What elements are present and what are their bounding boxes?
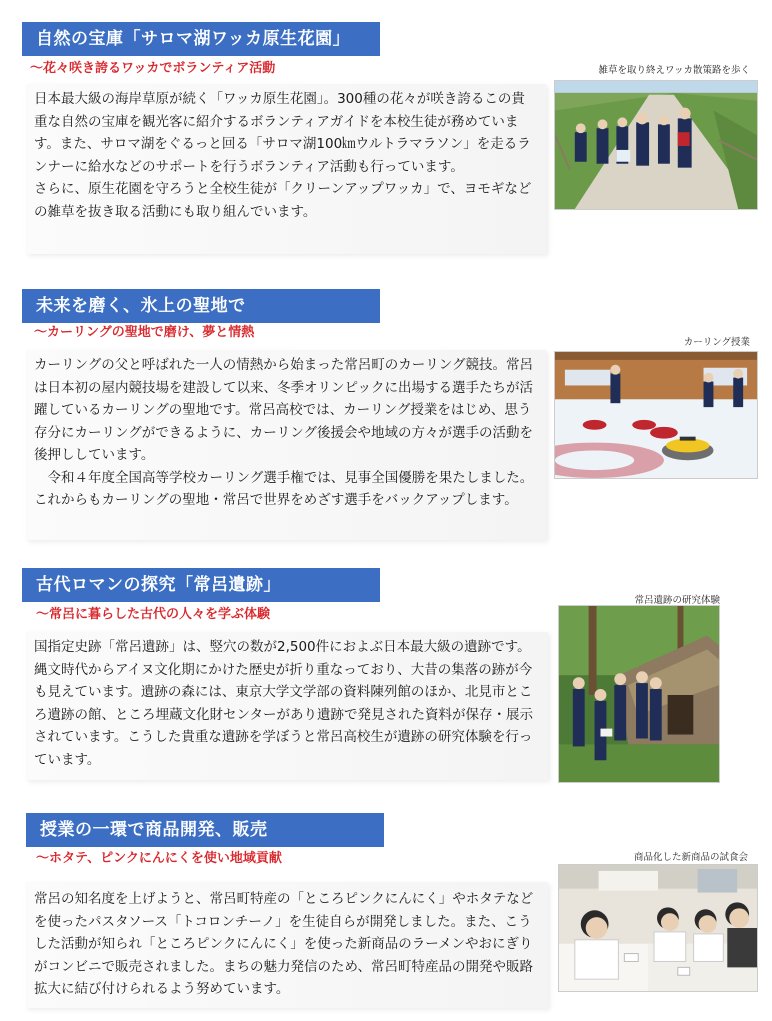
paragraph: 日本最大級の海岸草原が続く「ワッカ原生花園」。300種の花々が咲き誇るこの貴重な自然の宝庫を観光客に紹介するボランティアガイドを本校生徒が務めています。また、サロマ湖をぐるっと回る「サロマ湖100㎞ウルトラマラソン」を走るランナーに給水などのサポートを行うボランティア活動も行っています。	[34, 91, 531, 175]
section-title: 古代ロマンの探究「常呂遺跡」	[22, 568, 380, 602]
section-body	[26, 84, 546, 254]
photo-caption: 常呂遺跡の研究体験	[634, 595, 720, 606]
paragraph: さらに、原生花園を守ろうと全校生徒が「クリーンアップワッカ」で、ヨモギなどの雑草を抜き取る活動にも取り組んでいます。	[34, 181, 532, 220]
photo-caption: 雑草を取り終えワッカ散策路を歩く	[598, 65, 750, 76]
section-title: 授業の一環で商品開発、販売	[26, 813, 384, 847]
photo-caption: 商品化した新商品の試食会	[633, 852, 748, 863]
walking-path-photo	[554, 80, 758, 210]
curling-class-photo	[554, 351, 758, 479]
section-subtitle: ～常呂に暮らした古代の人々を学ぶ体験	[36, 607, 271, 622]
photo-caption: カーリング授業	[683, 337, 750, 348]
paragraph: 常呂の知名度を上げようと、常呂町特産の「ところピンクにんにく」やホタテなどを使ったパスタソース「トコロンチーノ」を生徒自らが開発しました。また、こうした活動が知られ「ところピンクにんにく」を使った新商品のラーメンやおにぎりがコンビニで販売されました。まちの魅力発信のため、常呂町特産品の開発や販路拡大に結び付けられるよう努めています。	[34, 891, 534, 997]
paragraph: 国指定史跡「常呂遺跡」は、竪穴の数が2,500件におよぶ日本最大級の遺跡です。縄文時代からアイヌ文化期にかけた歴史が折り重なっており、大昔の集落の跡が今も見えています。遺跡の森には、東京大学文学部の資料陳列館のほか、北見市ところ遺跡の館、ところ埋蔵文化財センターがあり遺跡で発見された資料が保存・展示されています。こうした貴重な遺跡を学ぼうと常呂高校生が遺跡の研究体験を行っています。	[34, 639, 533, 768]
section-body	[26, 350, 546, 540]
section-body	[26, 632, 548, 780]
section-body	[26, 882, 548, 1008]
section-subtitle: ～カーリングの聖地で磨け、夢と情熱	[34, 325, 255, 340]
section-subtitle: ～ホタテ、ピンクにんにくを使い地域貢献	[36, 851, 282, 866]
ruins-study-photo	[558, 605, 720, 783]
paragraph: 令和４年度全国高等学校カーリング選手権では、見事全国優勝を果たしました。これからもカーリングの聖地・常呂で世界をめざす選手をバックアップします。	[34, 469, 534, 508]
tasting-event-photo	[558, 864, 758, 992]
section-title: 未来を磨く、氷上の聖地で	[22, 289, 380, 323]
section-subtitle: ～花々咲き誇るワッカでボランティア活動	[30, 61, 276, 76]
section-title: 自然の宝庫「サロマ湖ワッカ原生花園」	[22, 22, 380, 56]
paragraph: カーリングの父と呼ばれた一人の情熱から始まった常呂町のカーリング競技。常呂は日本初の屋内競技場を建設して以来、冬季オリンピックに出場する選手たちが活躍しているカーリングの聖地です。常呂高校では、カーリング授業をはじめ、思う存分にカーリングができるように、カーリング後援会や地域の方々が選手の活動を後押ししています。	[34, 357, 533, 463]
